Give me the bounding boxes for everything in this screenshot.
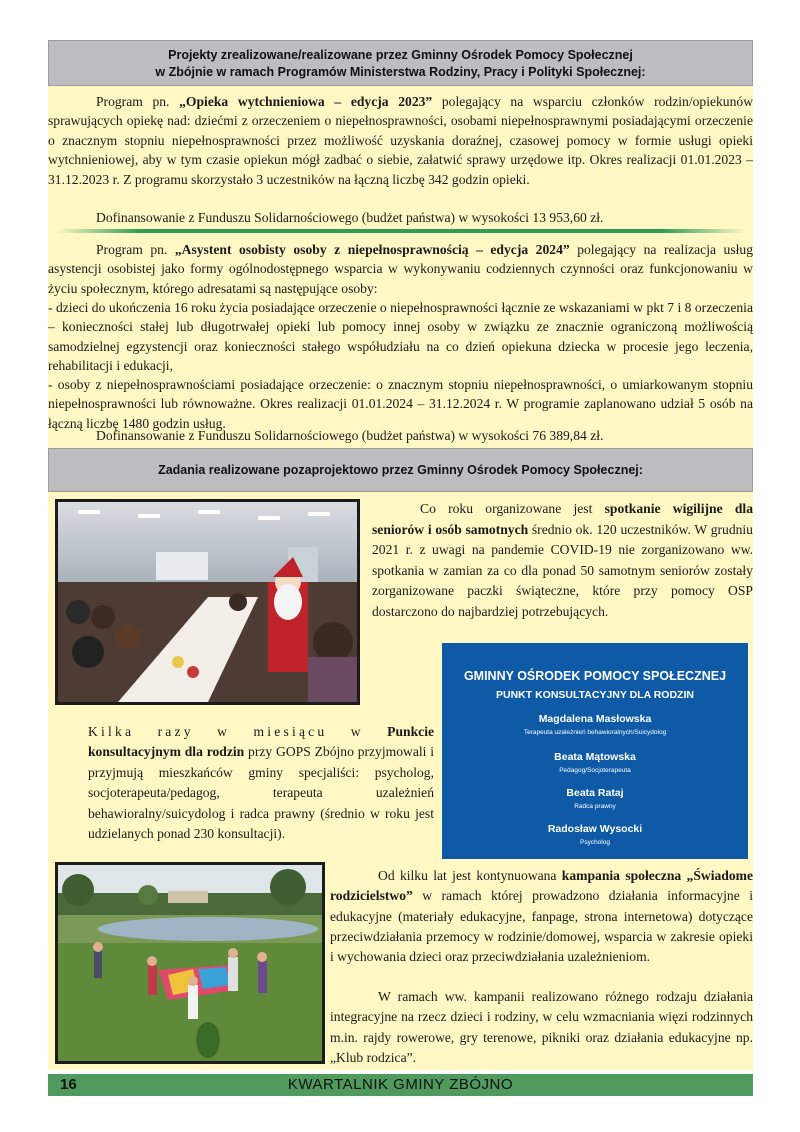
- kampania-photo-image: [58, 865, 322, 1061]
- consultation-poster: [442, 643, 748, 859]
- poster-person-name: Radosław Wysocki: [547, 823, 643, 835]
- green-divider: [56, 229, 746, 233]
- punkt-text: Kilka razy w miesiącu w Punkcie konsultacyjnym dla rodzin przy GOPS Zbójno przyjmowali i przyjmują mieszkańców gminy specjaliści: psycholog, socjoterapeuta/pedagog, terapeuta uzależnień behawioralny/suicydolog i radca prawny (średnio w roku jest udzielanych ponad 230 konsultacji).: [88, 724, 435, 842]
- kampania-photo: [55, 862, 325, 1064]
- program2-bullet1: - dzieci do ukończenia 16 roku życia posiadające orzeczenie o niepełnosprawności łącznie ze wskazaniami w pkt 7 i 8 orzeczenia – konieczności stałej lub długotrwałej opieki lub pomocy innej osoby w związku ze znacznie ograniczoną możliwością samodzielnej egzystencji oraz konieczności stałego współudziału na co dzień opiekuna dziecka w procesie jego leczenia, rehabilitacji i edukacji,: [48, 300, 753, 374]
- program1-funding: Dofinansowanie z Funduszu Solidarnościowego (budżet państwa) w wysokości 13 953,60 zł.: [96, 210, 604, 225]
- program2-funding: Dofinansowanie z Funduszu Solidarnościowego (budżet państwa) w wysokości 76 389,84 zł.: [96, 428, 604, 443]
- page-number: 16: [60, 1076, 77, 1093]
- wigilia-photo-image: [58, 502, 357, 702]
- kampania-bold: kampania społeczna „Świadome rodzicielstwo”: [330, 868, 754, 904]
- punkt-bold: Punkcie konsultacyjnym dla rodzin: [88, 724, 434, 760]
- section-heading-line1: Projekty zrealizowane/realizowane przez Gminny Ośrodek Pomocy Społecznej: [168, 48, 633, 62]
- poster-title: GMINNY OŚRODEK POMOCY SPOŁECZNEJ: [463, 669, 727, 683]
- poster-person-name: Beata Rataj: [566, 787, 624, 799]
- kampania-text: Od kilku lat jest kontynuowana kampania społeczna „Świadome rodzicielstwo” w ramach której prowadzono działania informacyjne i edukacyjne (materiały edukacyjne, fanpage, strona internetowa) dotyczące przeciwdziałania przemocy w rodzinie/domowej, wsparcia w zakresie opieki i wychowania dzieci oraz przeciwdziałania uzależnieniom.: [330, 868, 754, 965]
- page-footer: [48, 1074, 753, 1096]
- poster-person-role: Terapeuta uzależnień behawioralnych/Suicydolog: [523, 729, 667, 736]
- section-heading-tasks: Zadania realizowane pozaprojektowo przez Gminny Ośrodek Pomocy Społecznej:: [48, 448, 753, 492]
- program1-name: „Opieka wytchnieniowa – edycja 2023”: [179, 94, 433, 109]
- poster-person-role: Radca prawny: [574, 803, 616, 810]
- program2-paragraph: Program pn. „Asystent osobisty osoby z niepełnosprawnością – edycja 2024” polegający na realizacja usług asystencji osobistej jako formy ogólnodostępnego wsparcia w wykonywaniu codziennych czynności oraz funkcjonowaniu w życiu społecznym, którego adresatami są następujące osoby:: [48, 242, 753, 296]
- poster-person-name: Magdalena Masłowska: [538, 713, 652, 725]
- poster-subtitle: PUNKT KONSULTACYJNY DLA RODZIN: [496, 689, 694, 701]
- poster-person-role: Pedagog/Socjoterapeuta: [559, 767, 631, 774]
- wigilia-photo: [55, 499, 360, 705]
- section-heading-line2: w Zbójnie w ramach Programów Ministerstwa Rodziny, Pracy i Polityki Społecznej:: [155, 65, 646, 79]
- wigilia-text: Co roku organizowane jest spotkanie wigilijne dla seniorów i osób samotnych średnio ok. 120 uczestników. W grudniu 2021 r. z uwagi na pandemie COVID-19 nie zorganizowano ww. spotkania w zamian za co dla ponad 50 samotnym seniorów zostały zorganizowane paczki świąteczne, które przy pomocy OSP dostarczono do najbardziej potrzebujących.: [372, 501, 753, 619]
- wigilia-bold: spotkanie wigilijne dla seniorów i osób samotnych: [372, 501, 753, 537]
- program1-paragraph: Program pn. „Opieka wytchnieniowa – edycja 2023” polegający na wsparciu członków rodzin/opiekunów sprawujących opiekę nad: dziećmi z orzeczeniem o niepełnosprawności, osobami niepełnosprawnymi posiadającymi orzeczenie o znacznym stopniu niepełnosprawności przez możliwość uzyskania doraźnej, czasowej pomocy w formie usługi opieki wytchnieniowej, aby w tym czasie opiekun mógł zadbać o siebie, załatwić sprawy urzędowe itp. Okres realizacji 01.01.2023 – 31.12.2023 r. Z programu skorzystało 3 uczestników na łączną liczbę 342 godzin opieki.: [48, 94, 754, 187]
- poster-person-name: Beata Mątowska: [554, 751, 636, 763]
- kampania-text-second: W ramach ww. kampanii realizowano różnego rodzaju działania integracyjne na rzecz dzieci i rodziny, w celu wzmacniania więzi rodzinnych m.in. rajdy rowerowe, gry terenowe, pikniki oraz działania edukacyjne np. „Klub rodzica”.: [330, 989, 753, 1065]
- program2-name: „Asystent osobisty osoby z niepełnosprawnością – edycja 2024”: [174, 242, 570, 257]
- poster-person-role: Psycholog: [580, 839, 610, 846]
- program2-bullet2: - osoby z niepełnosprawnościami posiadające orzeczenie: o znacznym stopniu niepełnosprawności, o umiarkowanym stopniu niepełnosprawności lub równoważne. Okres realizacji 01.01.2024 – 31.12.2024 r. W programie zaplanowano udział 5 osób na łączną liczbę 1480 godzin usług.: [48, 377, 753, 431]
- section-heading-projects: [48, 40, 753, 86]
- publication-title: KWARTALNIK GMINY ZBÓJNO: [287, 1076, 514, 1093]
